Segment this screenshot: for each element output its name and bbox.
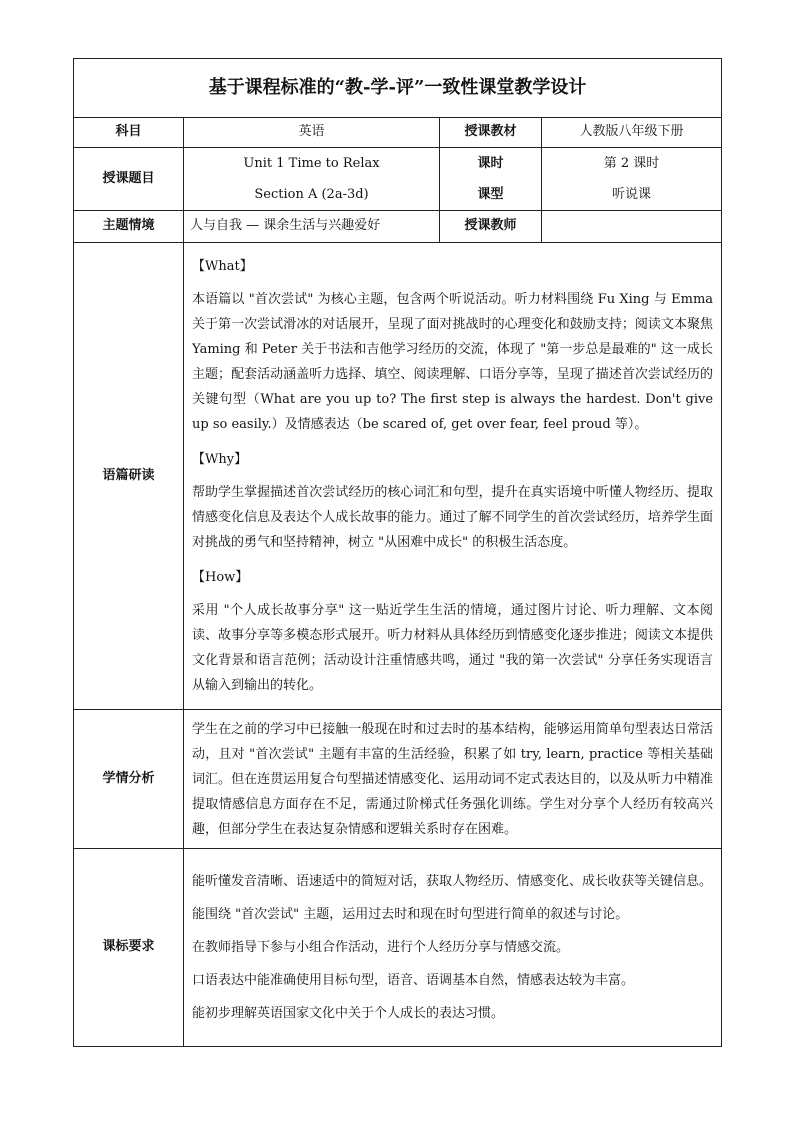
why-body: 帮助学生掌握描述首次尝试经历的核心词汇和句型，提升在真实语境中听懂人物经历、提取情感变化信息及表达个人成长故事的能力。通过了解不同学生的首次尝试经历，培养学生面对挑战的勇气和坚持精神，树立 "从困难中成长" 的积极生活态度。 [192, 485, 714, 550]
topic-line-2: Section A (2a-3d) [254, 187, 369, 202]
subject-value: 英语 [184, 118, 440, 148]
standards-item: 能初步理解英语国家文化中关于个人成长的表达习惯。 [192, 1006, 505, 1021]
material-value: 人教版八年级下册 [542, 118, 722, 148]
lesson-plan-table [73, 58, 722, 1047]
what-heading: 【What】 [192, 259, 253, 274]
type-value: 听说课 [612, 187, 652, 202]
document-title: 基于课程标准的“教-学-评”一致性课堂教学设计 [74, 59, 722, 118]
period-type-values [542, 148, 722, 211]
period-value: 第 2 课时 [603, 156, 660, 171]
subject-label: 科目 [74, 118, 184, 148]
material-label: 授课教材 [440, 118, 542, 148]
period-type-labels [440, 148, 542, 211]
type-label: 课型 [477, 187, 504, 202]
teacher-label: 授课教师 [440, 211, 542, 243]
standards-item: 口语表达中能准确使用目标句型，语音、语调基本自然，情感表达较为丰富。 [192, 973, 635, 988]
why-heading: 【Why】 [192, 452, 248, 467]
learner-analysis-label: 学情分析 [74, 710, 184, 849]
text-study-label: 语篇研读 [74, 243, 184, 710]
learner-analysis-body: 学生在之前的学习中已接触一般现在时和过去时的基本结构，能够运用简单句型表达日常活动，且对 "首次尝试" 主题有丰富的生活经验，积累了如 try, learn, practice 等相关基础词汇。但在连贯运用复合句型描述情感变化、运用动词不定式表达目的，以及从听力中精准提取情感信息方面存在不足，需通过阶梯式任务强化训练。学生对分享个人经历有较高兴趣，但部分学生在表达复杂情感和逻辑关系时存在困难。 [192, 721, 714, 837]
theme-label: 主题情境 [74, 211, 184, 243]
teacher-value [542, 211, 722, 243]
how-body: 采用 "个人成长故事分享" 这一贴近学生生活的情境，通过图片讨论、听力理解、文本阅读、故事分享等多模态形式展开。听力材料从具体经历到情感变化逐步推进；阅读文本提供文化背景和语言范例；活动设计注重情感共鸣，通过 "我的第一次尝试" 分享任务实现语言从输入到输出的转化。 [192, 603, 714, 693]
standards-item: 能围绕 "首次尝试" 主题，运用过去时和现在时句型进行简单的叙述与讨论。 [192, 907, 629, 922]
standards-item: 能听懂发音清晰、语速适中的简短对话，获取人物经历、情感变化、成长收获等关键信息。 [192, 874, 713, 889]
theme-value: 人与自我 — 课余生活与兴趣爱好 [184, 211, 440, 243]
standards-label: 课标要求 [74, 849, 184, 1047]
topic-line-1: Unit 1 Time to Relax [243, 156, 380, 171]
topic-value [184, 148, 440, 211]
learner-analysis-content [184, 710, 722, 849]
standards-content [184, 849, 722, 1047]
text-study-content [184, 243, 722, 710]
period-label: 课时 [477, 156, 504, 171]
standards-item: 在教师指导下参与小组合作活动，进行个人经历分享与情感交流。 [192, 940, 570, 955]
what-body: 本语篇以 "首次尝试" 为核心主题，包含两个听说活动。听力材料围绕 Fu Xing 与 Emma 关于第一次尝试滑冰的对话展开，呈现了面对挑战时的心理变化和鼓励支持；阅读文本聚焦 Yaming 和 Peter 关于书法和吉他学习经历的交流，体现了 "第一步总是最难的" 这一成长主题；配套活动涵盖听力选择、填空、阅读理解、口语分享等，呈现了描述首次尝试经历的关键句型（What are you up to? The first step is always the hardest. Don't give up so easily.）及情感表达（be scared of, get over fear, feel proud 等）。 [192, 292, 714, 432]
how-heading: 【How】 [192, 570, 249, 585]
topic-label: 授课题目 [74, 148, 184, 211]
